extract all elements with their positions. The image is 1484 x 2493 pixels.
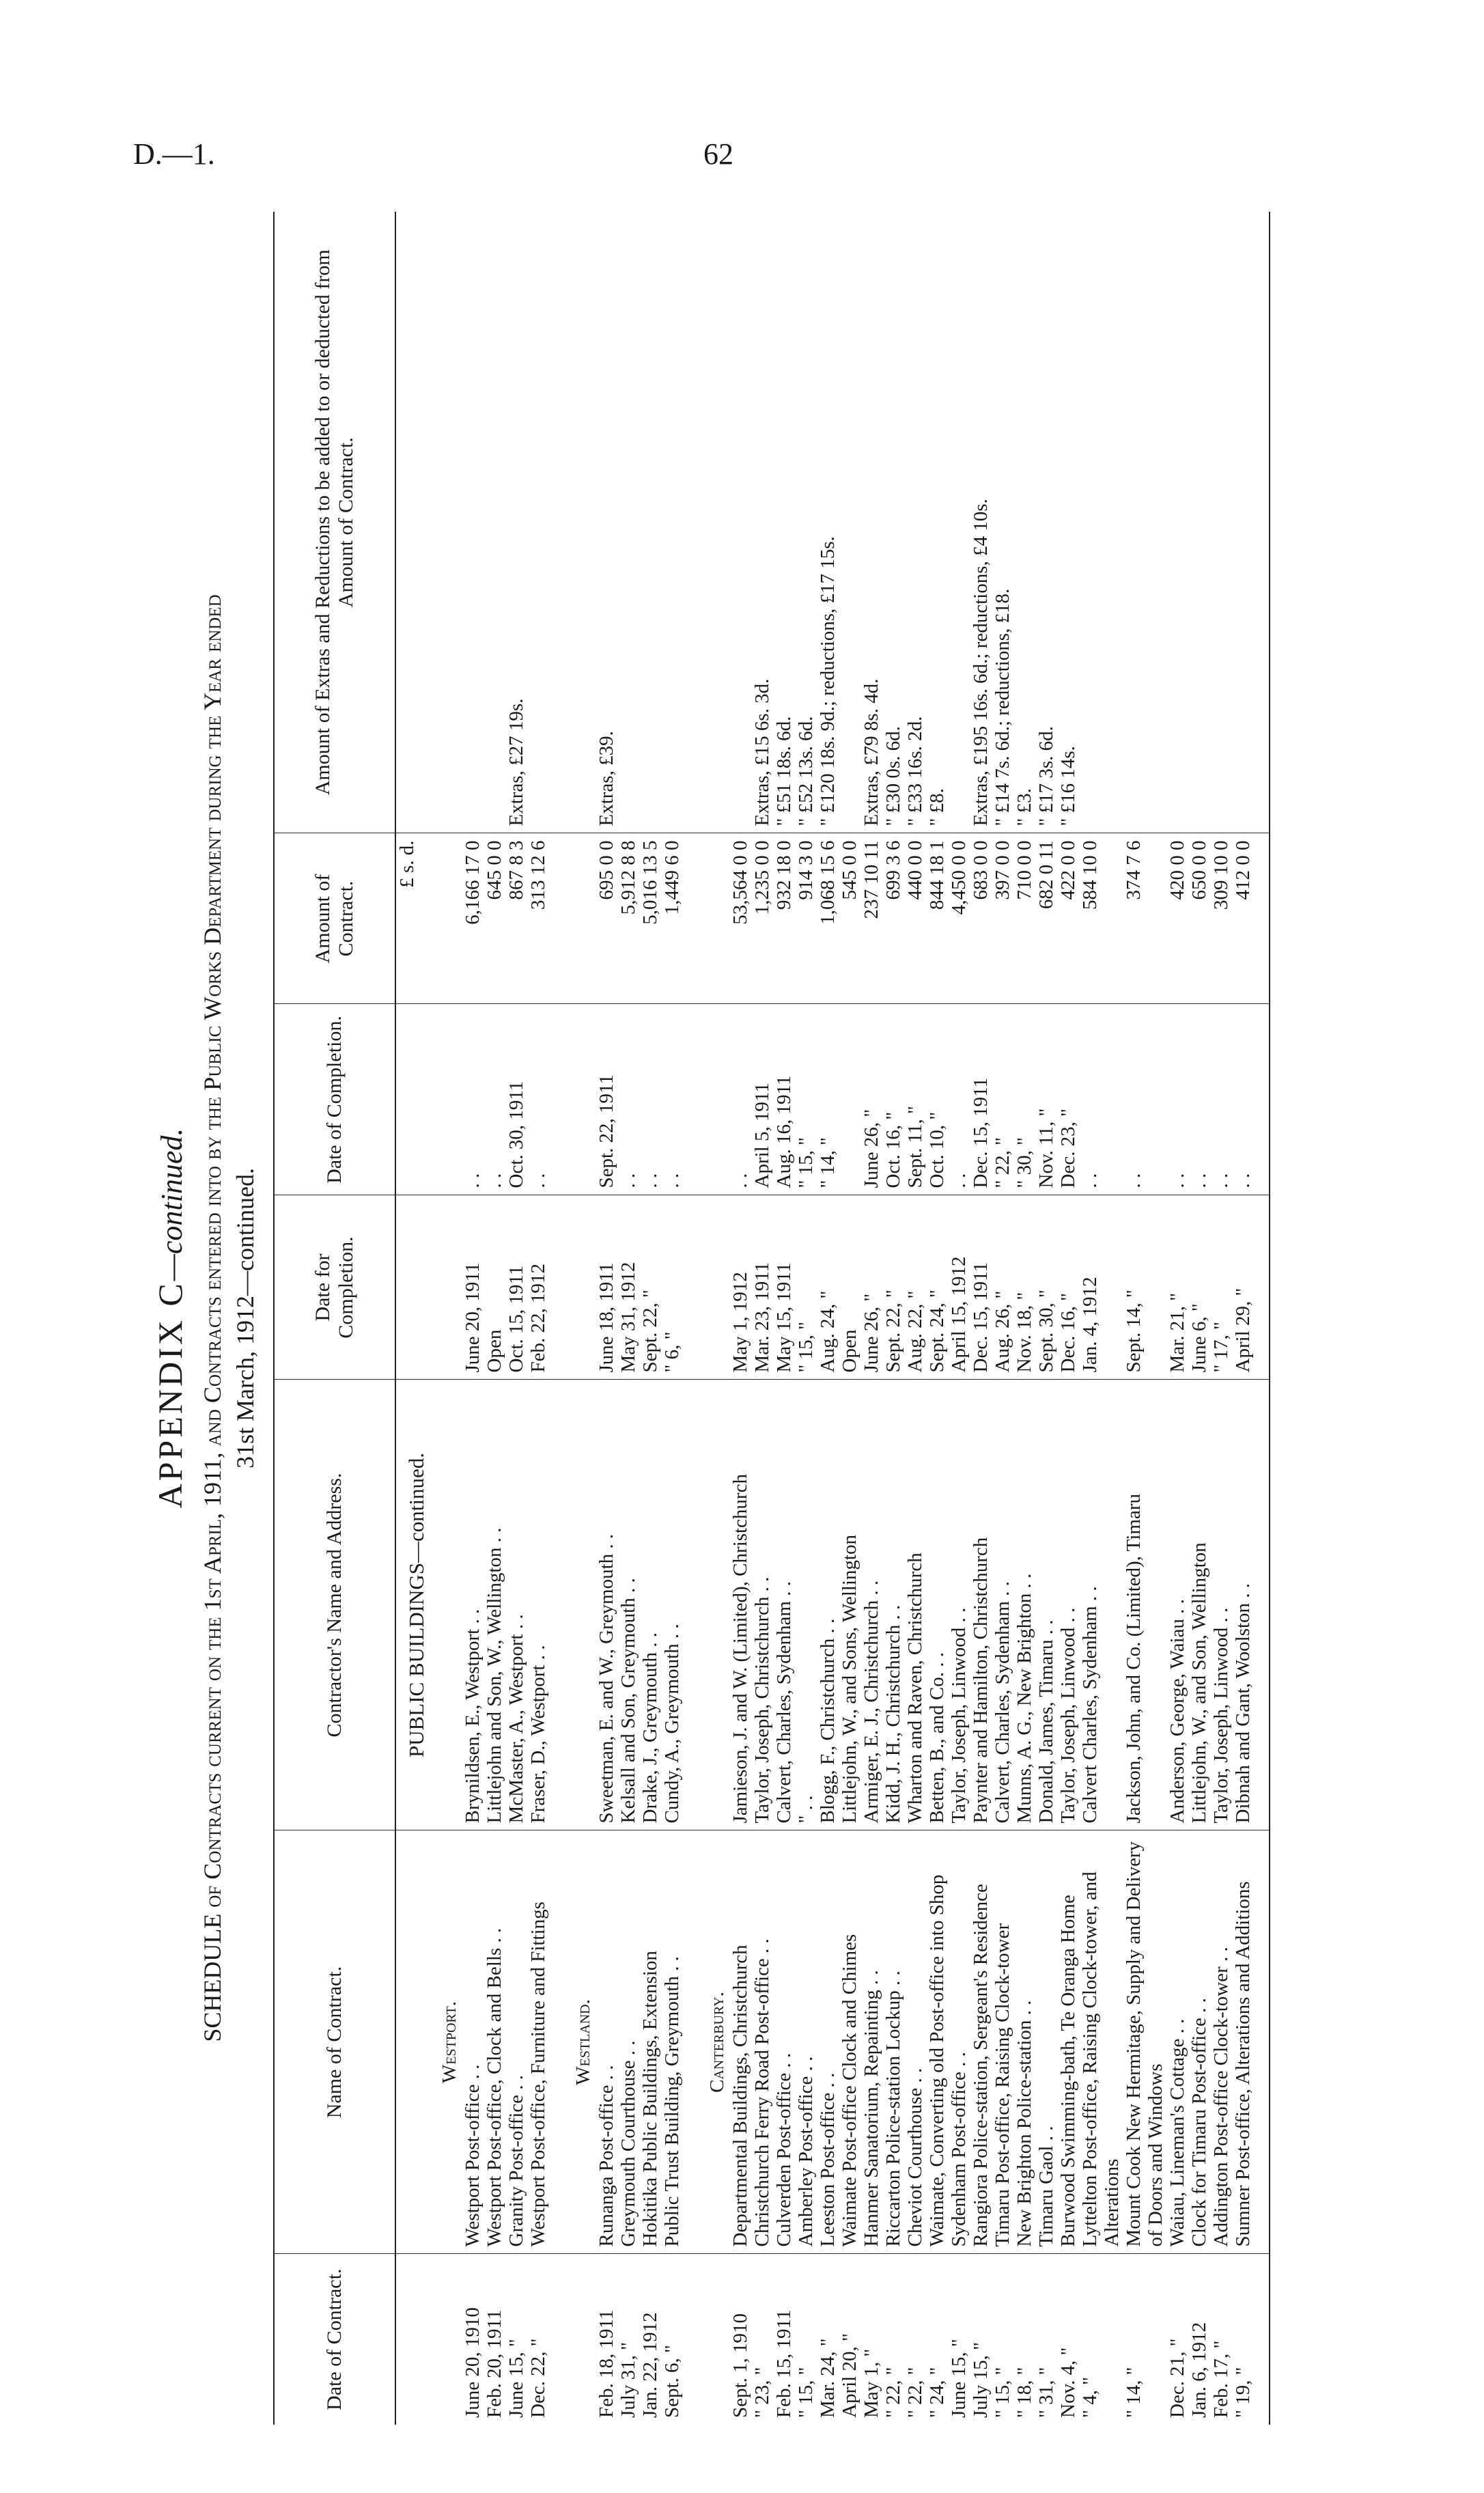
- cell-contract-name: Sydenham Post-office . .: [948, 1830, 970, 2254]
- cell-contract-name: Cheviot Courthouse . .: [904, 1830, 926, 2254]
- cell-contractor: Taylor, Joseph, Linwood . .: [1057, 1380, 1079, 1830]
- table-row: [1057, 212, 1079, 2425]
- cell-date-of-contract: July 15, ": [970, 2342, 992, 2418]
- cell-amount: 844 18 1: [926, 833, 948, 1004]
- table-row: [1232, 212, 1254, 2425]
- cell-contractor: Taylor, Joseph, Linwood . .: [948, 1380, 970, 1830]
- cell-extras: [1079, 212, 1123, 833]
- cell-contractor: Wharton and Raven, Christchurch: [904, 1380, 926, 1830]
- cell-extras: [617, 212, 639, 833]
- cell-contractor: Calvert Charles, Sydenham . .: [1079, 1380, 1123, 1830]
- cell-date-for-completion: June 18, 1911: [596, 1195, 617, 1380]
- cell-date-of-completion: . .: [1079, 1004, 1123, 1195]
- cell-date-for-completion: Jan. 4, 1912: [1079, 1195, 1123, 1380]
- cell-date-for-completion: Aug. 24, ": [817, 1195, 839, 1380]
- cell-contractor: Munns, A. G., New Brighton . .: [1013, 1380, 1035, 1830]
- cell-date-of-contract: " 24, ": [926, 2367, 948, 2418]
- cell-date-for-completion: Feb. 22, 1912: [527, 1195, 549, 1380]
- cell-extras: [1232, 212, 1254, 833]
- cell-date-of-contract: Feb. 20, 1911: [484, 2309, 505, 2418]
- spacer-row: [1254, 212, 1270, 2425]
- cell-date-of-contract: April 20, ": [839, 2333, 860, 2418]
- page-number: 62: [703, 137, 733, 171]
- cell-date-of-completion: . .: [1166, 1004, 1188, 1195]
- cell-date-for-completion: May 1, 1912: [729, 1195, 751, 1380]
- cell-extras: " £33 16s. 2d.: [904, 212, 926, 833]
- cell-amount: 914 3 0: [795, 833, 817, 1004]
- cell-date-of-contract: June 15, ": [505, 2339, 527, 2418]
- cell-contractor: Dibnah and Gant, Woolston . .: [1232, 1380, 1254, 1830]
- cell-date-for-completion: Mar. 23, 1911: [751, 1195, 773, 1380]
- section-row: [395, 212, 430, 2425]
- cell-date-of-completion: . .: [527, 1004, 549, 1195]
- cell-extras: " £16 14s.: [1057, 212, 1079, 833]
- cell-date-of-completion: April 5, 1911: [751, 1004, 773, 1195]
- cell-contract-name: Burwood Swimming-bath, Te Oranga Home: [1057, 1830, 1079, 2254]
- cell-date-for-completion: June 20, 1911: [462, 1195, 484, 1380]
- cell-date-for-completion: " 6, ": [661, 1195, 683, 1380]
- region-row: [430, 212, 462, 2425]
- region-name: Westland.: [564, 1830, 596, 2254]
- cell-contractor: Brynildsen, E., Westport . .: [462, 1380, 484, 1830]
- table-row: [505, 212, 527, 2425]
- cell-extras: " £17 3s. 6d.: [1035, 212, 1057, 833]
- cell-contract-name: Granity Post-office . .: [505, 1830, 527, 2254]
- cell-amount: 420 0 0: [1166, 833, 1188, 1004]
- cell-amount: 5,016 13 5: [639, 833, 661, 1004]
- cell-date-of-completion: . .: [1232, 1004, 1254, 1195]
- table-row: [729, 212, 751, 2425]
- cell-contractor: Armiger, E. J., Christchurch . .: [860, 1380, 882, 1830]
- cell-contractor: Kidd, J. H., Christchurch . .: [882, 1380, 904, 1830]
- table-row: [795, 212, 817, 2425]
- cell-amount: 309 10 0: [1210, 833, 1232, 1004]
- cell-amount: 645 0 0: [484, 833, 505, 1004]
- cell-date-for-completion: Aug. 22, ": [904, 1195, 926, 1380]
- table-row: [462, 212, 484, 2425]
- column-header-date-of-completion: Date of Completion.: [274, 1004, 395, 1195]
- cell-date-of-completion: Oct. 30, 1911: [505, 1004, 527, 1195]
- cell-date-of-contract: " 19, ": [1232, 2367, 1254, 2418]
- cell-extras: " £8.: [926, 212, 948, 833]
- table-row: [484, 212, 505, 2425]
- cell-extras: Extras, £39.: [596, 212, 617, 833]
- rotated-page-content: [116, 212, 1318, 2425]
- cell-contractor: Littlejohn, W., and Sons, Wellington: [839, 1380, 860, 1830]
- table-row: [1188, 212, 1210, 2425]
- cell-contract-name: Hokitika Public Buildings, Extension: [639, 1830, 661, 2254]
- cell-contract-name: Hanmer Sanatorium, Repainting . .: [860, 1830, 882, 2254]
- cell-extras: " £14 7s. 6d.; reductions, £18.: [992, 212, 1013, 833]
- cell-contract-name: Westport Post-office, Clock and Bells . .: [484, 1830, 505, 2254]
- cell-amount: 237 10 11: [860, 833, 882, 1004]
- cell-contractor: Betten, B., and Co. . .: [926, 1380, 948, 1830]
- currency-header: £ s. d.: [395, 833, 430, 1004]
- cell-amount: 650 0 0: [1188, 833, 1210, 1004]
- cell-date-of-contract: Feb. 18, 1911: [596, 2309, 617, 2418]
- cell-extras: [1188, 212, 1210, 833]
- cell-amount: 695 0 0: [596, 833, 617, 1004]
- cell-contract-name: Lyttelton Post-office, Raising Clock-tower, and Alterations: [1079, 1830, 1123, 2254]
- cell-date-of-completion: . .: [617, 1004, 639, 1195]
- cell-contractor: Taylor, Joseph, Linwood . .: [1210, 1380, 1232, 1830]
- cell-date-of-completion: " 22, ": [992, 1004, 1013, 1195]
- cell-date-of-contract: " 22, ": [882, 2367, 904, 2418]
- cell-contractor: Calvert, Charles, Sydenham . .: [992, 1380, 1013, 1830]
- cell-extras: [839, 212, 860, 833]
- cell-date-of-completion: " 30, ": [1013, 1004, 1035, 1195]
- column-header-amount: Amount of Contract.: [274, 833, 395, 1004]
- cell-contract-name: Timaru Post-office, Raising Clock-tower: [992, 1830, 1013, 2254]
- cell-contractor: Fraser, D., Westport . .: [527, 1380, 549, 1830]
- table-header-row: [274, 212, 395, 2425]
- cell-date-for-completion: " 17, ": [1210, 1195, 1232, 1380]
- cell-extras: [1123, 212, 1166, 833]
- cell-date-of-contract: Dec. 22, ": [527, 2338, 549, 2418]
- cell-contractor: Cundy, A., Greymouth . .: [661, 1380, 683, 1830]
- cell-date-of-contract: June 15, ": [948, 2339, 970, 2418]
- cell-date-of-contract: " 18, ": [1013, 2367, 1035, 2418]
- cell-date-of-completion: " 15, ": [795, 1004, 817, 1195]
- cell-contractor: Sweetman, E. and W., Greymouth . .: [596, 1380, 617, 1830]
- table-row: [992, 212, 1013, 2425]
- spacer-row: [549, 212, 564, 2425]
- cell-date-of-completion: . .: [462, 1004, 484, 1195]
- cell-extras: " £51 18s. 6d.: [773, 212, 795, 833]
- cell-date-of-contract: Jan. 22, 1912: [639, 2312, 661, 2418]
- cell-amount: 699 3 6: [882, 833, 904, 1004]
- cell-contractor: Taylor, Joseph, Christchurch . .: [751, 1380, 773, 1830]
- table-row: [751, 212, 773, 2425]
- table-row: [948, 212, 970, 2425]
- table-row: [661, 212, 683, 2425]
- cell-contract-name: Westport Post-office, Furniture and Fittings: [527, 1830, 549, 2254]
- cell-date-for-completion: May 15, 1911: [773, 1195, 795, 1380]
- cell-amount: 682 0 11: [1035, 833, 1057, 1004]
- cell-date-for-completion: May 31, 1912: [617, 1195, 639, 1380]
- cell-date-of-completion: Oct. 16, ": [882, 1004, 904, 1195]
- cell-date-of-completion: June 26, ": [860, 1004, 882, 1195]
- cell-date-of-completion: . .: [639, 1004, 661, 1195]
- schedule-heading: SCHEDULE of Contracts current on the 1st April, 1911, and Contracts entered into by the Public Works Department during the Year ended: [199, 594, 226, 2042]
- cell-date-of-completion: Sept. 11, ": [904, 1004, 926, 1195]
- cell-date-of-completion: Dec. 15, 1911: [970, 1004, 992, 1195]
- cell-date-for-completion: Sept. 14, ": [1123, 1195, 1166, 1380]
- region-row: [698, 212, 729, 2425]
- cell-date-of-contract: " 4, ": [1079, 2377, 1101, 2418]
- table-row: [1123, 212, 1166, 2425]
- cell-contractor: Littlejohn and Son, W., Wellington . .: [484, 1380, 505, 1830]
- cell-extras: " £3.: [1013, 212, 1035, 833]
- cell-amount: 374 7 6: [1123, 833, 1166, 1004]
- cell-date-for-completion: Aug. 26, ": [992, 1195, 1013, 1380]
- cell-amount: 5,912 8 8: [617, 833, 639, 1004]
- cell-contract-name: Sumner Post-office, Alterations and Additions: [1232, 1830, 1254, 2254]
- cell-contract-name: Christchurch Ferry Road Post-office . .: [751, 1830, 773, 2254]
- cell-date-for-completion: Sept. 22, ": [639, 1195, 661, 1380]
- cell-extras: [1210, 212, 1232, 833]
- cell-date-of-contract: " 15, ": [992, 2367, 1013, 2418]
- cell-date-for-completion: " 15, ": [795, 1195, 817, 1380]
- cell-date-of-completion: . .: [1123, 1004, 1166, 1195]
- cell-contractor: Paynter and Hamilton, Christchurch: [970, 1380, 992, 1830]
- cell-date-of-completion: . .: [729, 1004, 751, 1195]
- column-header-extras: Amount of Extras and Reductions to be added to or deducted from Amount of Contract.: [274, 212, 395, 833]
- cell-amount: 6,166 17 0: [462, 833, 484, 1004]
- cell-amount: 53,564 0 0: [729, 833, 751, 1004]
- cell-date-of-contract: " 22, ": [904, 2367, 926, 2418]
- cell-contractor: Drake, J., Greymouth . .: [639, 1380, 661, 1830]
- table-row: [839, 212, 860, 2425]
- page-identifier: D.—1.: [133, 137, 215, 171]
- cell-date-of-contract: Sept. 6, ": [661, 2345, 683, 2418]
- cell-contract-name: Waimate Post-office Clock and Chimes: [839, 1830, 860, 2254]
- cell-amount: 710 0 0: [1013, 833, 1035, 1004]
- cell-extras: [639, 212, 661, 833]
- cell-contract-name: Culverden Post-office . .: [773, 1830, 795, 2254]
- cell-contract-name: Rangiora Police-station, Sergeant's Residence: [970, 1830, 992, 2254]
- cell-amount: 4,450 0 0: [948, 833, 970, 1004]
- table-row: [904, 212, 926, 2425]
- cell-date-of-contract: July 31, ": [617, 2342, 639, 2418]
- cell-contract-name: Leeston Post-office . .: [817, 1830, 839, 2254]
- schedule-heading-continued: 31st March, 1912—continued.: [232, 1168, 259, 1468]
- cell-contract-name: Timaru Gaol . .: [1035, 1830, 1057, 2254]
- cell-contractor: Calvert, Charles, Sydenham . .: [773, 1380, 795, 1830]
- cell-date-of-completion: Aug. 16, 1911: [773, 1004, 795, 1195]
- cell-date-of-contract: Sept. 1, 1910: [729, 2313, 751, 2418]
- cell-extras: " £30 0s. 6d.: [882, 212, 904, 833]
- cell-contract-name: Amberley Post-office . .: [795, 1830, 817, 2254]
- table-row: [527, 212, 549, 2425]
- column-header-date-for-completion: Date for Completion.: [274, 1195, 395, 1380]
- cell-date-for-completion: Nov. 18, ": [1013, 1195, 1035, 1380]
- cell-contract-name: Waiau, Lineman's Cottage . .: [1166, 1830, 1188, 2254]
- cell-amount: 313 12 6: [527, 833, 549, 1004]
- cell-date-of-contract: " 31, ": [1035, 2367, 1057, 2418]
- cell-date-of-contract: " 23, ": [751, 2367, 773, 2418]
- cell-extras: [948, 212, 970, 833]
- cell-contractor: Kelsall and Son, Greymouth . .: [617, 1380, 639, 1830]
- cell-amount: 932 18 0: [773, 833, 795, 1004]
- cell-amount: 867 8 3: [505, 833, 527, 1004]
- cell-date-of-contract: Dec. 21, ": [1166, 2338, 1188, 2418]
- cell-amount: 412 0 0: [1232, 833, 1254, 1004]
- cell-contractor: Blogg, F., Christchurch . .: [817, 1380, 839, 1830]
- cell-extras: [527, 212, 549, 833]
- cell-extras: Extras, £27 19s.: [505, 212, 527, 833]
- table-row: [1079, 212, 1123, 2425]
- cell-contract-name: Westport Post-office . .: [462, 1830, 484, 2254]
- table-row: [882, 212, 904, 2425]
- cell-date-of-contract: Nov. 4, ": [1057, 2347, 1079, 2418]
- cell-date-of-completion: [839, 1004, 860, 1195]
- contracts-table: [273, 212, 1270, 2425]
- cell-date-of-completion: . .: [1210, 1004, 1232, 1195]
- cell-contract-name: Waimate, Converting old Post-office into Shop: [926, 1830, 948, 2254]
- cell-extras: [462, 212, 484, 833]
- cell-extras: [661, 212, 683, 833]
- cell-extras: " £52 13s. 6d.: [795, 212, 817, 833]
- table-row: [926, 212, 948, 2425]
- region-name: Canterbury.: [698, 1830, 729, 2254]
- table-row: [970, 212, 992, 2425]
- cell-extras: Extras, £15 6s. 3d.: [751, 212, 773, 833]
- cell-amount: 1,235 0 0: [751, 833, 773, 1004]
- cell-date-of-completion: Dec. 23, ": [1057, 1004, 1079, 1195]
- cell-amount: 1,068 15 6: [817, 833, 839, 1004]
- cell-contract-name: Clock for Timaru Post-office . .: [1188, 1830, 1210, 2254]
- cell-contractor: Jackson, John, and Co. (Limited), Timaru: [1123, 1380, 1166, 1830]
- cell-date-of-contract: Feb. 17, ": [1210, 2340, 1232, 2418]
- cell-amount: 683 0 0: [970, 833, 992, 1004]
- cell-date-of-completion: " 14, ": [817, 1004, 839, 1195]
- cell-date-of-contract: " 15, ": [795, 2367, 817, 2418]
- cell-date-for-completion: April 29, ": [1232, 1195, 1254, 1380]
- cell-contractor: Jamieson, J. and W. (Limited), Christchurch: [729, 1380, 751, 1830]
- appendix-title: APPENDIX C—continued.: [151, 1128, 189, 1509]
- cell-contract-name: Departmental Buildings, Christchurch: [729, 1830, 751, 2254]
- cell-amount: 422 0 0: [1057, 833, 1079, 1004]
- table-row: [1035, 212, 1057, 2425]
- cell-contract-name: Riccarton Police-station Lockup . .: [882, 1830, 904, 2254]
- cell-date-of-completion: Sept. 22, 1911: [596, 1004, 617, 1195]
- table-row: [596, 212, 617, 2425]
- table-row: [617, 212, 639, 2425]
- cell-extras: [484, 212, 505, 833]
- cell-extras: [729, 212, 751, 833]
- table-row: [1210, 212, 1232, 2425]
- cell-date-for-completion: Oct. 15, 1911: [505, 1195, 527, 1380]
- table-row: [860, 212, 882, 2425]
- cell-date-of-contract: June 20, 1910: [462, 2307, 484, 2418]
- column-header-contractor: Contractor's Name and Address.: [274, 1380, 395, 1830]
- cell-extras: " £120 18s. 9d.; reductions, £17 15s.: [817, 212, 839, 833]
- cell-contract-name: Runanga Post-office . .: [596, 1830, 617, 2254]
- cell-date-of-contract: May 1, ": [860, 2348, 882, 2418]
- cell-contract-name: Greymouth Courthouse . .: [617, 1830, 639, 2254]
- region-name: Westport.: [430, 1830, 462, 2254]
- spacer-row: [683, 212, 698, 2425]
- cell-date-of-contract: Mar. 24, ": [817, 2338, 839, 2418]
- cell-extras: [1166, 212, 1188, 833]
- table-row: [639, 212, 661, 2425]
- section-title: PUBLIC BUILDINGS—continued.: [395, 1380, 430, 1830]
- table-row: [773, 212, 795, 2425]
- cell-date-of-completion: . .: [661, 1004, 683, 1195]
- cell-date-of-completion: . .: [484, 1004, 505, 1195]
- cell-amount: 584 10 0: [1079, 833, 1123, 1004]
- cell-date-of-completion: Nov. 11, ": [1035, 1004, 1057, 1195]
- table-row: [1166, 212, 1188, 2425]
- cell-amount: 545 0 0: [839, 833, 860, 1004]
- table-row: [1013, 212, 1035, 2425]
- table-body: [395, 212, 1270, 2425]
- cell-date-for-completion: June 26, ": [860, 1195, 882, 1380]
- cell-contract-name: Mount Cook New Hermitage, Supply and Delivery of Doors and Windows: [1123, 1830, 1166, 2254]
- cell-date-for-completion: Sept. 24, ": [926, 1195, 948, 1380]
- cell-date-for-completion: Open: [484, 1195, 505, 1380]
- cell-date-of-completion: . .: [1188, 1004, 1210, 1195]
- cell-date-for-completion: Sept. 30, ": [1035, 1195, 1057, 1380]
- cell-date-for-completion: Mar. 21, ": [1166, 1195, 1188, 1380]
- cell-date-for-completion: Sept. 22, ": [882, 1195, 904, 1380]
- cell-contractor: " . .: [795, 1380, 817, 1830]
- cell-date-of-contract: " 14, ": [1123, 2367, 1145, 2418]
- cell-contractor: McMaster, A., Westport . .: [505, 1380, 527, 1830]
- cell-extras: Extras, £79 8s. 4d.: [860, 212, 882, 833]
- cell-amount: 1,449 6 0: [661, 833, 683, 1004]
- cell-date-of-contract: Jan. 6, 1912: [1188, 2322, 1210, 2418]
- table-row: [817, 212, 839, 2425]
- cell-extras: Extras, £195 16s. 6d.; reductions, £4 10s.: [970, 212, 992, 833]
- cell-contractor: Donald, James, Timaru . .: [1035, 1380, 1057, 1830]
- cell-contract-name: Addington Post-office Clock-tower . .: [1210, 1830, 1232, 2254]
- cell-date-for-completion: Dec. 15, 1911: [970, 1195, 992, 1380]
- cell-contract-name: New Brighton Police-station . .: [1013, 1830, 1035, 2254]
- cell-date-for-completion: Open: [839, 1195, 860, 1380]
- cell-date-for-completion: April 15, 1912: [948, 1195, 970, 1380]
- column-header-name: Name of Contract.: [274, 1830, 395, 2254]
- region-row: [564, 212, 596, 2425]
- column-header-date-of-contract: Date of Contract.: [274, 2254, 395, 2425]
- cell-amount: 397 0 0: [992, 833, 1013, 1004]
- cell-date-for-completion: Dec. 16, ": [1057, 1195, 1079, 1380]
- cell-contractor: Littlejohn, W., and Son, Wellington: [1188, 1380, 1210, 1830]
- cell-date-of-completion: Oct. 10, ": [926, 1004, 948, 1195]
- cell-date-for-completion: June 6, ": [1188, 1195, 1210, 1380]
- cell-contractor: Anderson, George, Waiau . .: [1166, 1380, 1188, 1830]
- cell-date-of-completion: . .: [948, 1004, 970, 1195]
- cell-contract-name: Public Trust Building, Greymouth . .: [661, 1830, 683, 2254]
- cell-amount: 440 0 0: [904, 833, 926, 1004]
- cell-date-of-contract: Feb. 15, 1911: [773, 2309, 795, 2418]
